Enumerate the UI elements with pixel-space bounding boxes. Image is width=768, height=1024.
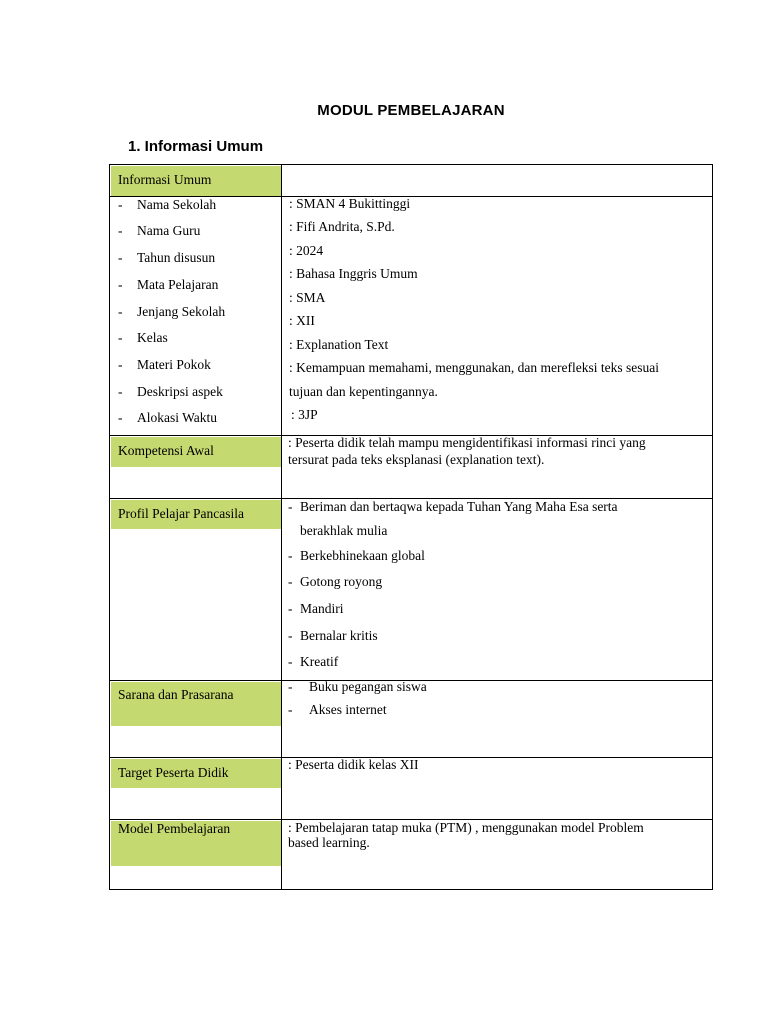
profil-item-berkebhinekaan: Berkebhinekaan global	[300, 548, 425, 563]
profil-item-gotong-royong: Gotong royong	[300, 574, 383, 589]
profil-item-beriman: Beriman dan bertaqwa kepada Tuhan Yang Maha Esa serta	[300, 499, 618, 514]
label-cell-profil-pelajar	[111, 500, 281, 529]
bullet-dash: -	[288, 574, 293, 589]
value-nama-guru: : Fifi Andrita, S.Pd.	[289, 219, 395, 234]
bullet-dash: -	[288, 679, 293, 694]
bullet-dash: -	[288, 601, 293, 616]
target-value: : Peserta didik kelas XII	[288, 757, 419, 772]
value-nama-sekolah: : SMAN 4 Bukittinggi	[289, 196, 411, 211]
label-jenjang-sekolah: Jenjang Sekolah	[137, 304, 226, 319]
label-cell-sarana-prasarana	[111, 682, 281, 726]
value-jenjang-sekolah: : SMA	[289, 290, 326, 305]
profil-item-beriman-cont: berakhlak mulia	[300, 523, 388, 538]
label-sarana-prasarana: Sarana dan Prasarana	[118, 687, 234, 702]
bullet-dash: -	[118, 384, 123, 399]
value-deskripsi-aspek-cont: tujuan dan kepentingannya.	[289, 384, 438, 399]
model-line-1: : Pembelajaran tatap muka (PTM) , menggunakan model Problem	[288, 820, 644, 835]
bullet-dash: -	[118, 357, 123, 372]
value-tahun-disusun: : 2024	[289, 243, 324, 258]
kompetensi-line-2: tersurat pada teks eksplanasi (explanation text).	[288, 452, 545, 467]
label-cell-model-pembelajaran	[111, 821, 281, 866]
info-table	[109, 164, 713, 890]
value-materi-pokok: : Explanation Text	[289, 337, 389, 352]
label-mata-pelajaran: Mata Pelajaran	[137, 277, 219, 292]
document-title: MODUL PEMBELAJARAN	[317, 102, 505, 119]
bullet-dash: -	[118, 330, 123, 345]
value-deskripsi-aspek: : Kemampuan memahami, menggunakan, dan merefleksi teks sesuai	[289, 360, 660, 375]
label-model-pembelajaran: Model Pembelajaran	[118, 821, 231, 836]
label-profil-pelajar: Profil Pelajar Pancasila	[118, 506, 244, 521]
value-kelas: : XII	[289, 313, 315, 328]
bullet-dash: -	[118, 304, 123, 319]
header-informasi-umum: Informasi Umum	[118, 172, 212, 187]
bullet-dash: -	[288, 499, 293, 514]
profil-item-bernalar-kritis: Bernalar kritis	[300, 628, 378, 643]
label-tahun-disusun: Tahun disusun	[137, 250, 216, 265]
profil-item-mandiri: Mandiri	[300, 601, 344, 616]
column-divider	[281, 165, 282, 889]
label-cell-informasi-umum	[111, 166, 281, 196]
label-kelas: Kelas	[137, 330, 168, 345]
label-target-peserta: Target Peserta Didik	[118, 765, 229, 780]
value-alokasi-waktu: : 3JP	[291, 407, 318, 422]
bullet-dash: -	[118, 223, 123, 238]
label-kompetensi-awal: Kompetensi Awal	[118, 443, 214, 458]
profil-item-kreatif: Kreatif	[300, 654, 339, 669]
bullet-dash: -	[118, 277, 123, 292]
bullet-dash: -	[118, 197, 123, 212]
label-materi-pokok: Materi Pokok	[137, 357, 211, 372]
label-nama-sekolah: Nama Sekolah	[137, 197, 217, 212]
label-cell-kompetensi-awal	[111, 437, 281, 467]
sarana-item-buku: Buku pegangan siswa	[309, 679, 427, 694]
label-cell-target-peserta	[111, 759, 281, 788]
bullet-dash: -	[288, 702, 293, 717]
bullet-dash: -	[288, 654, 293, 669]
label-nama-guru: Nama Guru	[137, 223, 201, 238]
value-mata-pelajaran: : Bahasa Inggris Umum	[289, 266, 418, 281]
bullet-dash: -	[118, 250, 123, 265]
sarana-item-internet: Akses internet	[309, 702, 387, 717]
model-line-2: based learning.	[288, 835, 370, 850]
bullet-dash: -	[118, 410, 123, 425]
label-alokasi-waktu: Alokasi Waktu	[137, 410, 218, 425]
bullet-dash: -	[288, 548, 293, 563]
section-heading: 1. Informasi Umum	[128, 138, 264, 155]
label-deskripsi-aspek: Deskripsi aspek	[137, 384, 223, 399]
kompetensi-line-1: : Peserta didik telah mampu mengidentifikasi informasi rinci yang	[288, 435, 646, 450]
bullet-dash: -	[288, 628, 293, 643]
